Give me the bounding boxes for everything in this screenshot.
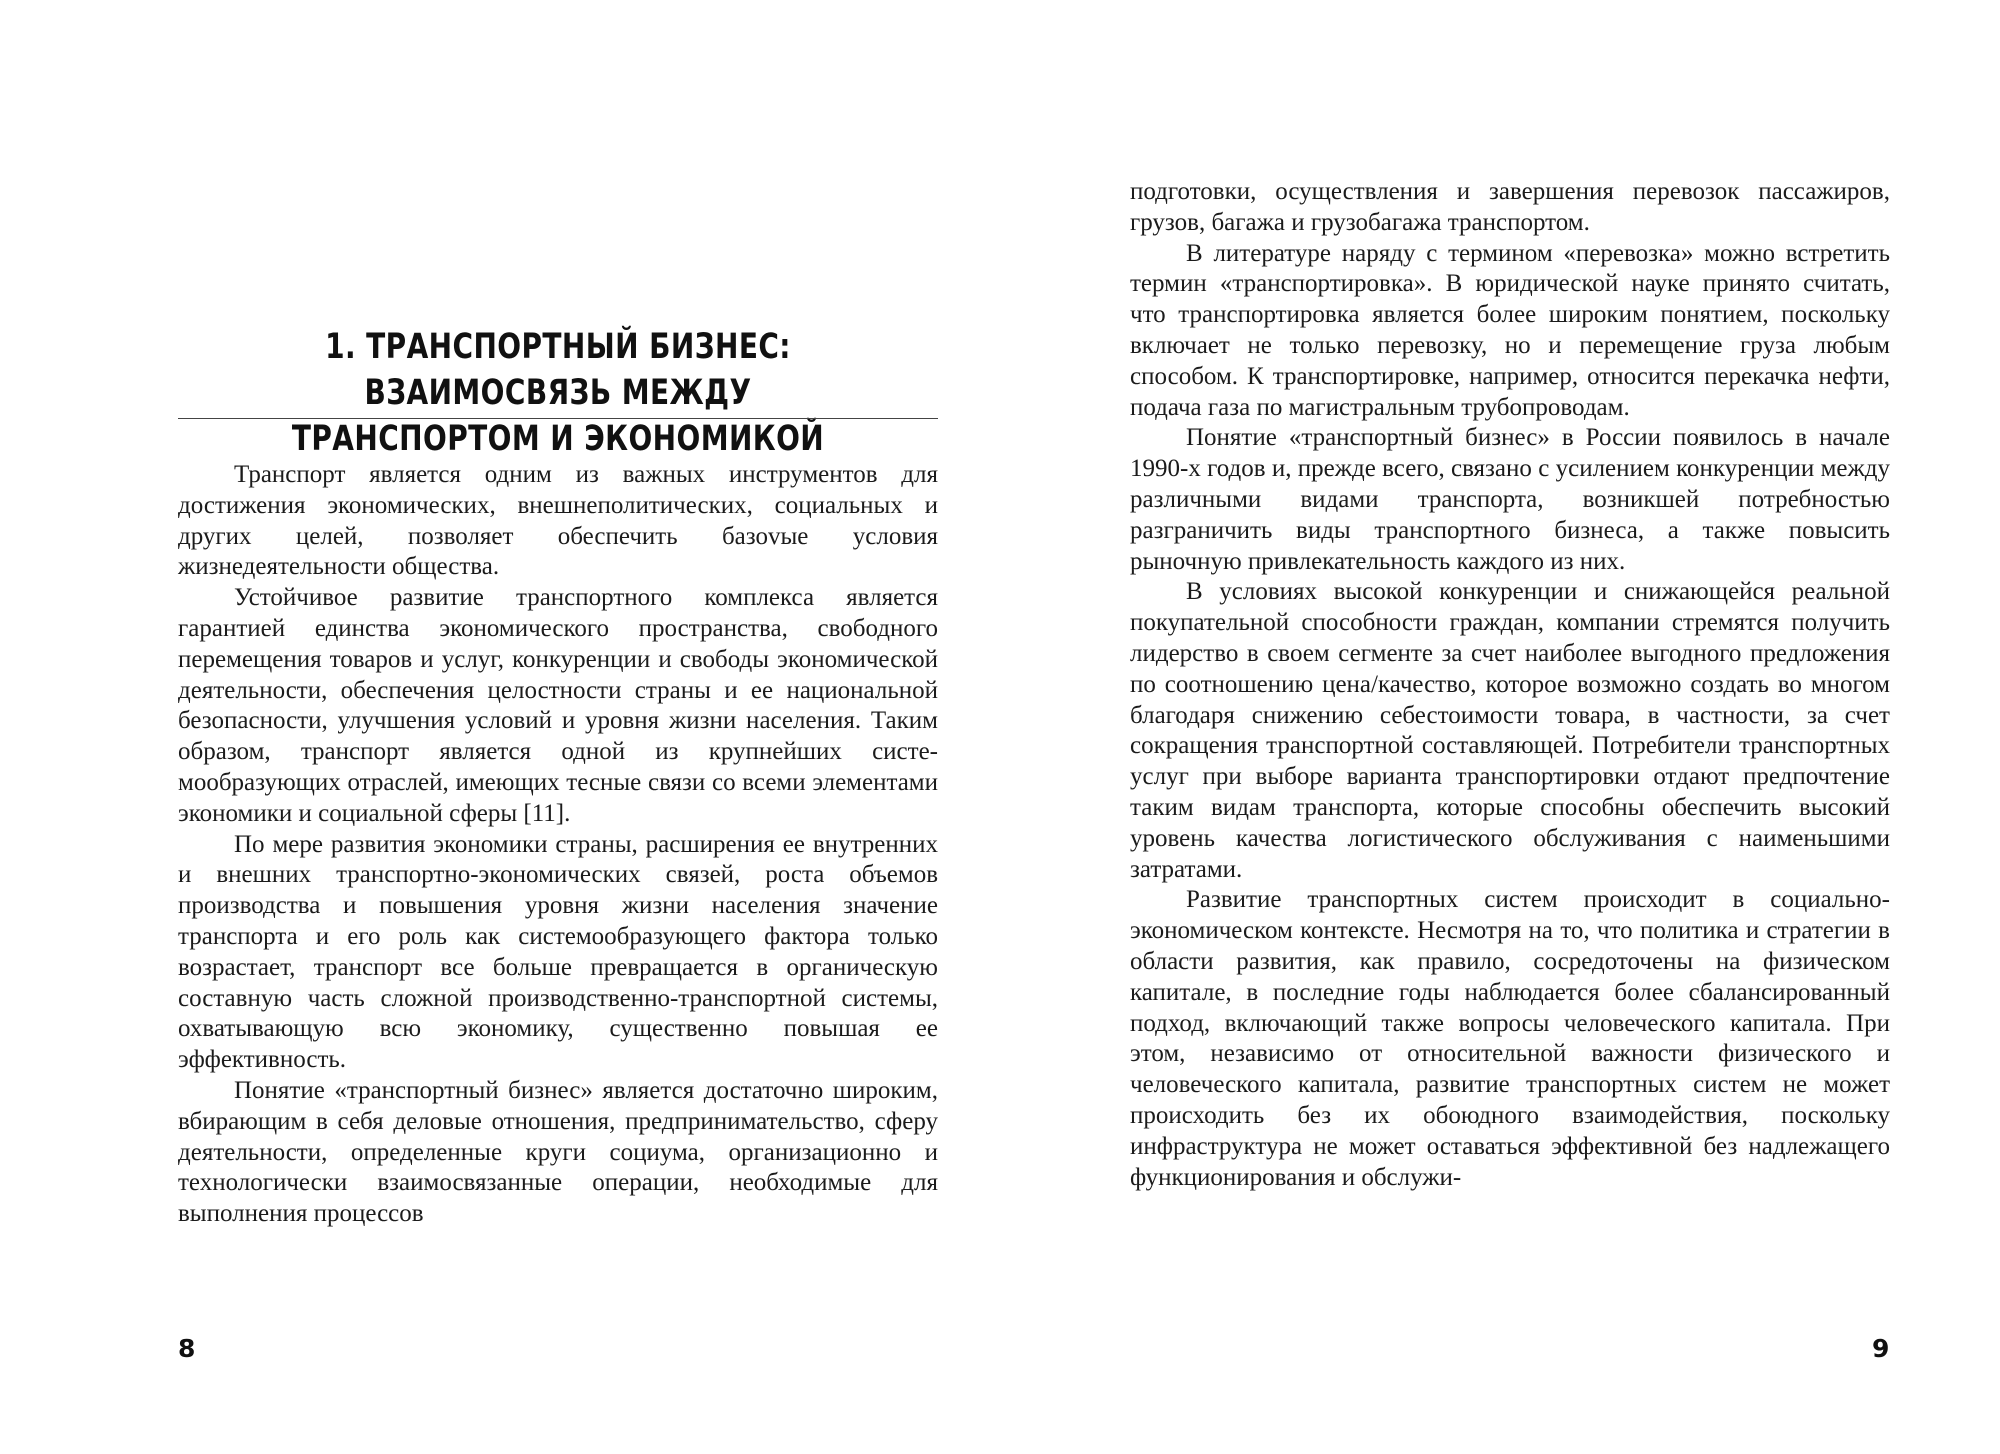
paragraph: В литературе наряду с термином «перевозка» можно встретить термин «транспортировка». В юридической науке принято считать, что транспортировка является более широким понятием, поскольку включает не только перевозку, но и перемещение груза любым способом. К транспортировке, например, относится перекачка нефти, подача газа по магистральным трубопроводам.: [1130, 239, 1890, 421]
paragraph: Устойчивое развитие транспортного комплекса является гарантией единства экономического пространства, свободного перемещения товаров и услуг, конкуренции и свободы экономической деятельности, обеспечения целостности страны и ее национальной безопасности, улучшения условий и уровня жизни населения. Таким образом, транспорт является одной из крупнейших системообразующих отраслей, имеющих тесные связи со всеми элементами экономики и социальной сферы [11].: [178, 584, 938, 827]
page-number: 9: [1872, 1334, 1890, 1363]
paragraph: По мере развития экономики страны, расширения ее внутренних и внешних транспортно-экономических связей, роста объемов производства и повышения уровня жизни населения значение транспорта и его роль как системообразующего фактора только возрастает, транспорт все больше превращается в органическую составную часть сложной производственно-транспортной системы, охватывающую всю экономику, существенно повышая ее эффективность.: [178, 830, 938, 1074]
right-body-text: [1130, 177, 1890, 1193]
title-divider: [178, 418, 938, 419]
page-number: 8: [178, 1334, 196, 1363]
paragraph-continuation: подготовки, осуществления и завершения перевозок пассажиров, грузов, багажа и грузобагажа транспортом.: [1130, 178, 1890, 236]
paragraph: Понятие «транспортный бизнес» является достаточно широким, вбирающим в себя деловые отношения, предпринимательство, сферу деятельности, определенные круги социума, организационно и технологически взаимосвязанные операции, необходимые для выполнения процессов: [178, 1076, 938, 1228]
paragraph: Транспорт является одним из важных инструментов для достижения экономических, внешнеполитических, социальных и других целей, позволяет обеспечить базоvые условия жизнедеятельности общества.: [178, 461, 938, 581]
paragraph: Развитие транспортных систем происходит в социально-экономическом контексте. Несмотря на то, что политика и стратегии в области развития, как правило, сосредоточены на физическом капитале, в последние годы наблюдается более сбалансированный подход, включающий также вопросы человеческого капитала. При этом, независимо от относительной важности физического и человеческого капитала, развитие транспортных систем не может происходить без их обоюдного взаимодействия, поскольку инфраструктура не может оставаться эффективной без надлежащего функционирования и обслужи-: [1130, 886, 1890, 1191]
chapter-title-line-1: 1. ТРАНСПОРТНЫЙ БИЗНЕС:: [325, 327, 791, 367]
right-page: [1000, 0, 2000, 1454]
chapter-title-line-2: ВЗАИМОСВЯЗЬ МЕЖДУ ТРАНСПОРТОМ И ЭКОНОМИКОЙ: [291, 373, 825, 459]
paragraph: В условиях высокой конкуренции и снижающейся реальной покупательной способности граждан, компании стремятся получить лидерство в своем сегменте за счет наиболее выгодного предложения по соотношению цена/​качество, которое возможно создать во многом благодаря снижению себестоимости товара, в частности, за счет сокращения транспортной составляющей. Потребители транспортных услуг при выборе варианта транспортировки отдают предпочтение таким видам транспорта, которые способны обеспечить высокий уровень качества логистического обслуживания с наименьшими затратами.: [1130, 578, 1890, 883]
left-body-text: [178, 460, 938, 1230]
chapter-title: [254, 324, 862, 462]
paragraph: Понятие «транспортный бизнес» в России появилось в начале 1990-х годов и, прежде всего, связано с усилением конкуренции между различными видами транспорта, возникшей потребностью разграничить виды транспортного бизнеса, а также повысить рыночную привлекательность каждого из них.: [1130, 424, 1890, 575]
